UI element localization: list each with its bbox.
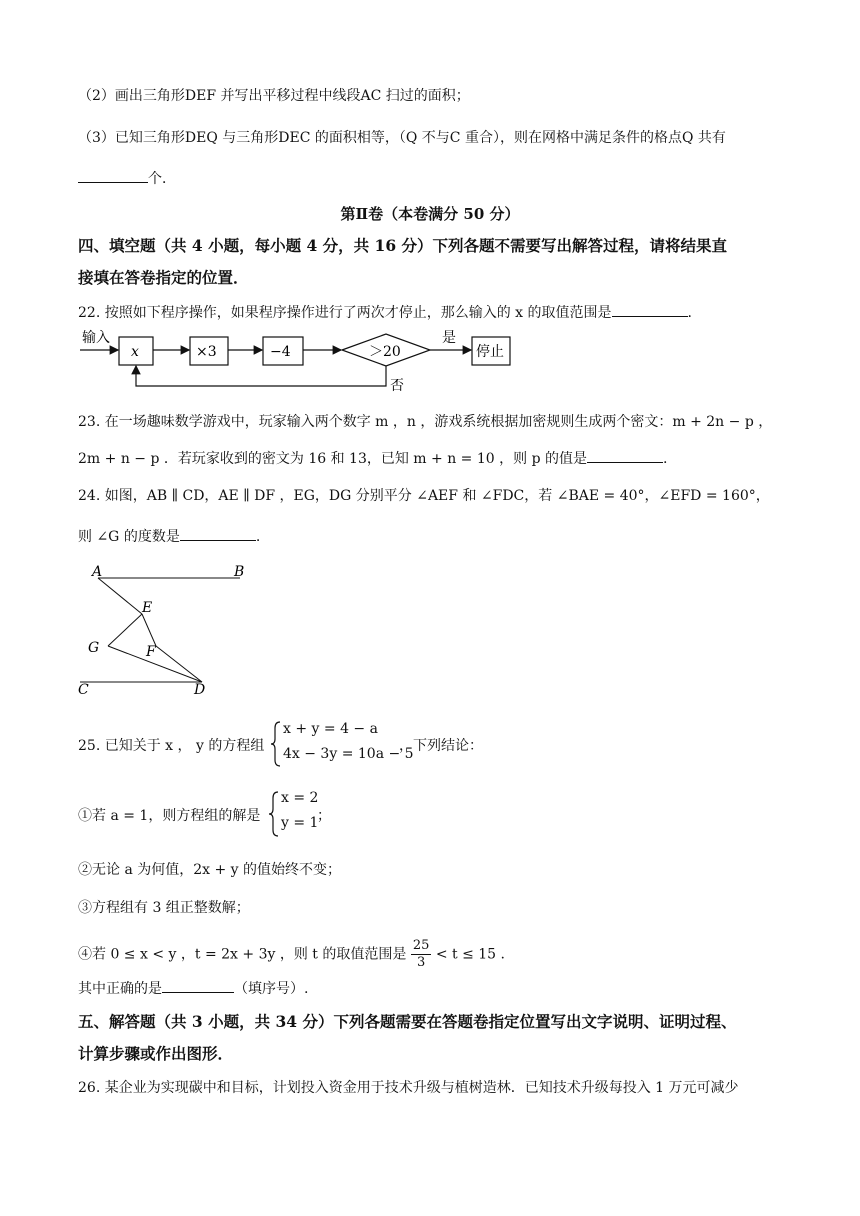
flow-box-x-label: x [131,344,139,360]
q21-part3: （3）已知三角形DEQ 与三角形DEC 的面积相等，（Q 不与C 重合），则在网格中满足条件的格点Q 共有 [78,130,726,146]
point-D: D [194,682,206,698]
flow-box-times3-label: ×3 [196,344,217,360]
q25-intro: 25. 已知关于 x ， y 的方程组 [78,738,265,754]
q23-line1: 23. 在一场趣味数学游戏中，玩家输入两个数字 m ，n ，游戏系统根据加密规则生成两个密文：m + 2n − p ， [78,414,773,430]
conclusion-2: ②无论 a 为何值，2x + y 的值始终不变； [78,862,342,878]
answer-blank [180,526,256,541]
q25-after: ，下列结论： [399,738,483,754]
volume2-title: 第Ⅱ卷（本卷满分 50 分） [340,205,520,223]
q25-end: 其中正确的是 （填序号）. [78,978,308,999]
flow-input-label: 输入 [82,330,110,346]
q26-text: 26. 某企业为实现碳中和目标，计划投入资金用于技术升级与植树造林．已知技术升级每投入 1 万元可减少 [78,1080,739,1096]
q24-line1: 24. 如图，AB ∥ CD，AE ∥ DF ，EG，DG 分别平分 ∠AEF 和 ∠FDC，若 ∠BAE = 40°，∠EFD = 160°， [78,488,770,504]
q24-line2: 则 ∠G 的度数是 . [78,526,260,547]
point-C: C [78,682,89,698]
c1-brace [268,790,280,838]
q25-brace [270,720,282,768]
c1-eq2: y = 1 [281,815,319,831]
flow-diamond-label: ＞20 [369,344,401,360]
q22-flowchart [76,326,526,396]
point-G: G [88,640,100,656]
q21-part2: （2）画出三角形DEF 并写出平移过程中线段AC 扫过的面积； [78,88,470,104]
q21-part3-end: 个． [78,168,176,189]
answer-blank [78,168,148,183]
flow-box-stop-label: 停止 [476,344,504,360]
q25-eq1: x + y = 4 − a [283,721,378,737]
c1-post: ； [317,808,331,824]
answer-blank [162,978,234,993]
c1-eq1: x = 2 [281,790,319,806]
flow-no-label: 否 [390,378,404,394]
section4-header-line1: 四、填空题（共 4 小题，每小题 4 分，共 16 分）下列各题不需要写出解答过程，请将结果直 [78,236,728,255]
conclusion-3: ③方程组有 3 组正整数解； [78,900,250,916]
point-A: A [92,564,103,580]
q25-eq2: 4x − 3y = 10a − 5 [283,746,414,762]
section5-header-line1: 五、解答题（共 3 小题，共 34 分）下列各题需要在答题卷指定位置写出文字说明、证明过程、 [78,1012,737,1031]
section4-header-line2: 接填在答卷指定的位置． [78,268,249,287]
conclusion-4: ④若 0 ≤ x < y ，t = 2x + 3y ，则 t 的取值范围是 $\frac{25}{3}$ < t ≤ 15 . [78,938,505,970]
c4-fraction: $\frac{25}{3}$ [412,938,430,970]
flow-yes-label: 是 [442,330,456,346]
answer-blank [612,302,688,317]
q22-text: 22. 按照如下程序操作，如果程序操作进行了两次才停止，那么输入的 x 的取值范围是 . [78,302,692,323]
point-B: B [234,564,245,580]
q23-line2: 2m + n − p ．若玩家收到的密文为 16 和 13，已知 m + n = 10 ，则 p 的值是 . [78,448,667,469]
q24-figure [76,560,266,700]
answer-blank [587,448,663,463]
section5-header-line2: 计算步骤或作出图形． [78,1044,234,1063]
point-E: E [142,600,153,616]
point-F: F [146,644,156,660]
flow-box-minus4-label: −4 [270,344,291,360]
conclusion-1: ①若 a = 1，则方程组的解是 [78,808,261,824]
